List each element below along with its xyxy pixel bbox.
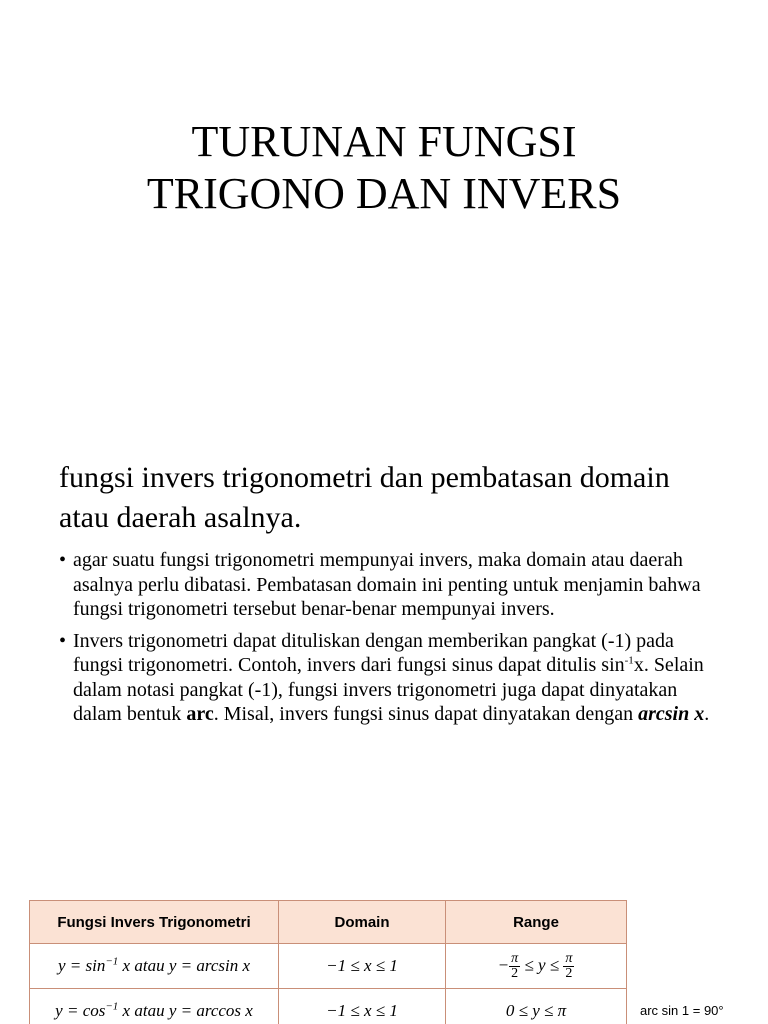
cell-function-arccos xyxy=(30,989,279,1024)
slide-title-line-1: TURUNAN FUNGSI xyxy=(191,117,577,166)
bullet-text-part2: x. Selain dalam notasi pangkat (-1), fungsi invers trigonometri juga dapat dinyatakan dalam bentuk xyxy=(73,654,704,725)
fraction-pi-over-2 xyxy=(563,952,574,981)
header-function: Fungsi Invers Trigonometri xyxy=(30,901,279,944)
range-minus: − xyxy=(497,954,510,974)
cell-range-arcsin xyxy=(446,944,627,989)
table-header-row xyxy=(30,901,627,944)
cell-function-arcsin xyxy=(30,944,279,989)
bullet-item-domain-restriction xyxy=(59,548,719,622)
bullet-text: agar suatu fungsi trigonometri mempunyai invers, maka domain atau daerah asalnya perlu dibatasi. Pembatasan domain ini penting untuk menjamin bahwa fungsi trigonometri tersebut benar-benar mempunyai invers. xyxy=(73,549,701,620)
func-text-rest: x atau y = arcsin x xyxy=(118,956,250,975)
bullet-icon: • xyxy=(59,549,67,571)
fraction-pi-over-2 xyxy=(509,952,520,981)
bullet-item-inverse-notation xyxy=(59,629,719,727)
cell-domain-arcsin: −1 ≤ x ≤ 1 xyxy=(279,944,446,989)
func-superscript: −1 xyxy=(105,955,119,968)
slide-title-line-2: TRIGONO DAN INVERS xyxy=(146,169,622,218)
side-note: arc sin 1 = 90° xyxy=(640,1003,724,1018)
content-slide xyxy=(0,430,768,1024)
range-inequality: ≤ y ≤ xyxy=(520,954,564,974)
bullet-text-part1: Invers trigonometri dapat dituliskan dengan memberikan pangkat (-1) pada fungsi trigonometri. Contoh, invers dari fungsi sinus dapat ditulis sin xyxy=(73,629,674,676)
header-domain: Domain xyxy=(279,901,446,944)
section-heading: fungsi invers trigonometri dan pembatasan domain atau daerah asalnya. xyxy=(59,461,670,534)
func-text: y = cos xyxy=(55,1001,106,1020)
bullet-text-part4: . xyxy=(704,703,710,725)
fraction-denominator: 2 xyxy=(565,965,573,981)
func-text: y = sin xyxy=(58,956,106,975)
cell-range-arccos: 0 ≤ y ≤ π xyxy=(446,989,627,1024)
fraction-numerator: π xyxy=(511,950,519,966)
bullet-list xyxy=(59,548,719,734)
table-row xyxy=(30,989,627,1024)
bullet-icon: • xyxy=(59,629,67,652)
arc-keyword: arc xyxy=(186,703,214,725)
table-row xyxy=(30,944,627,989)
fraction-denominator: 2 xyxy=(511,965,519,981)
cell-domain-arccos: −1 ≤ x ≤ 1 xyxy=(279,989,446,1024)
fraction-numerator: π xyxy=(565,950,573,966)
func-superscript: −1 xyxy=(105,1000,119,1013)
superscript-minus-one: -1 xyxy=(624,654,634,667)
bullet-text-part3: . Misal, invers fungsi sinus dapat dinyatakan dengan xyxy=(213,703,639,725)
title-slide xyxy=(0,0,768,430)
func-text-rest: x atau y = arccos x xyxy=(118,1001,253,1020)
slide-title xyxy=(0,116,768,220)
header-range: Range xyxy=(446,901,627,944)
arcsin-keyword: arcsin x xyxy=(638,703,705,725)
inverse-trig-table xyxy=(29,900,627,1024)
